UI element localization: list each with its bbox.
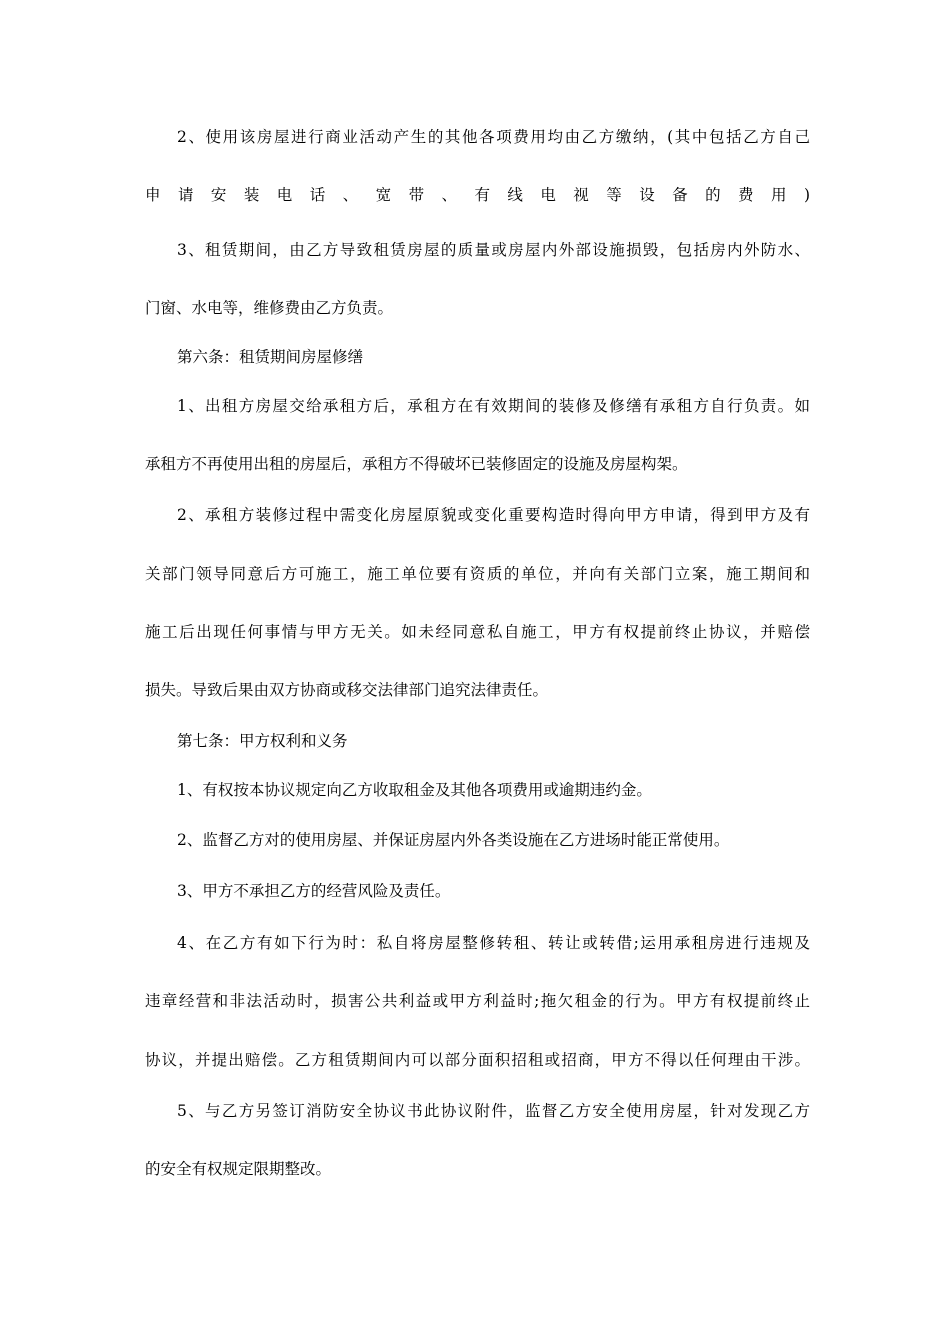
paragraph-line: 5、与乙方另签订消防安全协议书此协议附件，监督乙方安全使用房屋，针对发现乙方 [177, 1102, 810, 1120]
paragraph-line: 2、监督乙方对的使用房屋、并保证房屋内外各类设施在乙方进场时能正常使用。 [177, 831, 730, 849]
paragraph-line: 的安全有权规定限期整改。 [145, 1160, 332, 1178]
paragraph-line: 3、甲方不承担乙方的经营风险及责任。 [177, 882, 451, 900]
section-heading: 第六条：租赁期间房屋修缮 [177, 348, 364, 366]
paragraph-line: 违章经营和非法活动时，损害公共利益或甲方利益时;拖欠租金的行为。甲方有权提前终止 [145, 992, 810, 1010]
paragraph-line: 1、有权按本协议规定向乙方收取租金及其他各项费用或逾期违约金。 [177, 781, 652, 799]
paragraph-line: 申请安装电话、宽带、有线电视等设备的费用) [145, 186, 810, 204]
paragraph-line: 损失。导致后果由双方协商或移交法律部门追究法律责任。 [145, 681, 549, 699]
paragraph-line: 关部门领导同意后方可施工，施工单位要有资质的单位，并向有关部门立案，施工期间和 [145, 565, 810, 583]
paragraph-line: 承租方不再使用出租的房屋后，承租方不得破坏已装修固定的设施及房屋构架。 [145, 455, 688, 473]
paragraph-line: 2、承租方装修过程中需变化房屋原貌或变化重要构造时得向甲方申请，得到甲方及有 [177, 506, 810, 524]
paragraph-line: 2、使用该房屋进行商业活动产生的其他各项费用均由乙方缴纳，(其中包括乙方自己 [177, 128, 810, 146]
paragraph-line: 门窗、水电等，维修费由乙方负责。 [145, 299, 394, 317]
paragraph-line: 1、出租方房屋交给承租方后，承租方在有效期间的装修及修缮有承租方自行负责。如 [177, 397, 810, 415]
section-heading: 第七条：甲方权利和义务 [177, 732, 348, 750]
paragraph-line: 施工后出现任何事情与甲方无关。如未经同意私自施工，甲方有权提前终止协议，并赔偿 [145, 623, 810, 641]
paragraph-line: 4、在乙方有如下行为时：私自将房屋整修转租、转让或转借;运用承租房进行违规及 [177, 934, 810, 952]
paragraph-line: 协议，并提出赔偿。乙方租赁期间内可以部分面积招租或招商，甲方不得以任何理由干涉。 [145, 1051, 810, 1069]
paragraph-line: 3、租赁期间，由乙方导致租赁房屋的质量或房屋内外部设施损毁，包括房内外防水、 [177, 241, 810, 259]
